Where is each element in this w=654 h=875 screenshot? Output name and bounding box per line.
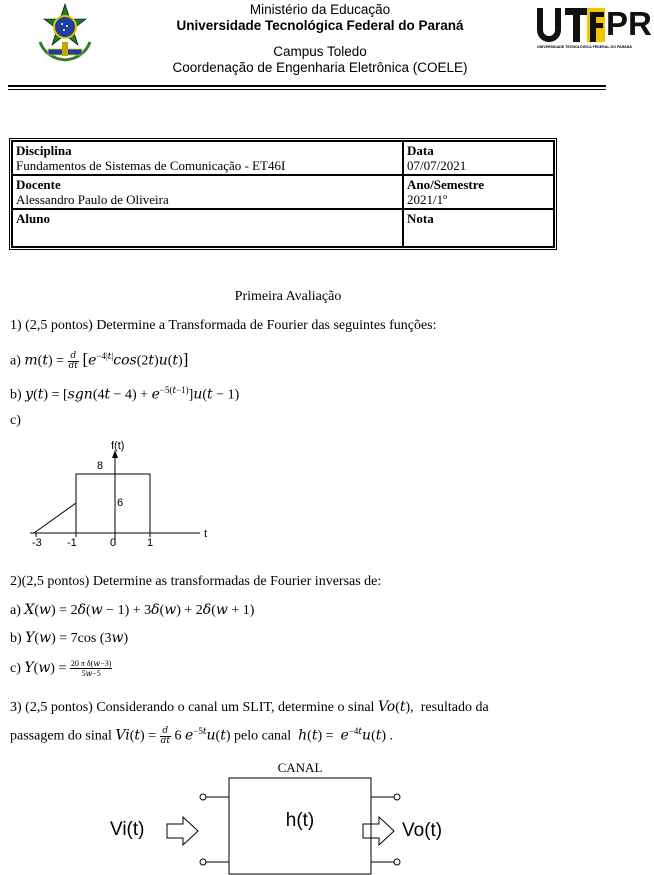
exam-title: Primeira Avaliação xyxy=(234,289,342,304)
q3-statement-line2: passagem do sinal Vi(t) = $\frac{d}{dt}$ 6 $e^{-5t}u(t)$ pelo canal $h(t) = e^{-4t}u(t)$ . xyxy=(10,725,394,746)
data-cell xyxy=(403,141,554,175)
x-tick-label: -3 xyxy=(32,537,42,549)
q2a-label: a) xyxy=(10,603,21,618)
q2c-label: c) xyxy=(10,661,21,676)
q3-text-line1: 3) (2,5 pontos) Considerando o canal um SLIT, determine o sinal xyxy=(10,700,375,715)
channel-block-diagram xyxy=(110,760,460,875)
disciplina-value: Fundamentos de Sistemas de Comunicação - ET46I xyxy=(16,158,286,173)
input-signal-label: Vi(t) xyxy=(110,819,145,840)
docente-label: Docente xyxy=(16,177,61,192)
plot-top-value: 8 xyxy=(97,460,104,472)
q3-text-line1-end: resultado da xyxy=(420,700,489,715)
x-tick-label: -1 xyxy=(67,537,77,549)
ano-semestre-cell xyxy=(403,175,554,209)
q2a-equation: a) X(w) = 2δ(w − 1) + 3δ(w) + 2δ(w + 1) xyxy=(10,602,255,618)
utfpr-logo-subtitle: UNIVERSIDADE TECNOLÓGICA FEDERAL DO PARANÁ xyxy=(537,45,632,49)
q2b-label: b) xyxy=(10,631,22,646)
q3-statement-line1: 3) (2,5 pontos) Considerando o canal um SLIT, determine o sinal Vo(t), resultado da xyxy=(10,699,489,715)
channel-h-label: h(t) xyxy=(285,810,315,831)
brazil-coat-of-arms-logo xyxy=(36,2,94,64)
q3-text-line2-mid: pelo canal xyxy=(234,728,292,744)
ministry-name: Ministério da Educação xyxy=(249,2,391,17)
q1b-label: b) xyxy=(10,387,22,403)
data-value: 07/07/2021 xyxy=(407,158,467,173)
university-name: Universidade Tecnológica Federal do Paraná xyxy=(176,18,464,33)
plot-mid-value: 6 xyxy=(117,497,124,509)
q2b-equation: b) Y(w) = 7cos (3w) xyxy=(10,630,129,646)
q1a-equation: a) m(t) = $\frac{d}{dt}$ $[e^{-4|t|}\cos(2t)u(t)]$ xyxy=(10,349,189,371)
q1-statement: 1) (2,5 pontos) Determine a Transformada de Fourier das seguintes funções: xyxy=(10,318,437,333)
aluno-cell[interactable] xyxy=(12,209,403,247)
coordination-name: Coordenação de Engenharia Eletrônica (COELE) xyxy=(172,60,468,75)
output-signal-label: Vo(t) xyxy=(402,820,443,841)
ano-semestre-label: Ano/Semestre xyxy=(407,177,485,192)
nota-cell[interactable] xyxy=(403,209,554,247)
q3-text-line2-start: passagem do sinal xyxy=(10,728,112,744)
q1b-equation: b) $y(t) = [sgn(4t - 4) + e^{-5(t-1)}]u(t - 1)$ xyxy=(10,385,240,403)
x-tick-label: 1 xyxy=(147,537,154,549)
header-divider xyxy=(8,85,606,87)
q2-statement: 2)(2,5 pontos) Determine as transformadas de Fourier inversas de: xyxy=(10,574,382,589)
aluno-label: Aluno xyxy=(16,211,50,226)
data-label: Data xyxy=(407,143,434,158)
campus-name: Campus Toledo xyxy=(273,44,367,59)
q1a-label: a) xyxy=(10,353,21,369)
q1c-label: c) xyxy=(10,413,21,428)
plot-y-axis-label: f(t) xyxy=(111,440,125,452)
channel-label: CANAL xyxy=(277,760,323,775)
q1c-signal-plot xyxy=(20,440,220,550)
docente-value: Alessandro Paulo de Oliveira xyxy=(16,192,169,207)
docente-cell xyxy=(12,175,403,209)
plot-x-axis-label: t xyxy=(204,528,208,540)
q2c-equation: c) Y(w) = $\frac{\text{20 π δ(w−3)}}{5w-5}$ xyxy=(10,659,112,679)
utfpr-logo: PR UNIVERSIDADE TECNOLÓGICA FEDERAL DO PARANÁ xyxy=(537,5,652,49)
exam-info-table xyxy=(9,138,557,250)
disciplina-label: Disciplina xyxy=(16,143,72,158)
disciplina-cell xyxy=(12,141,403,175)
x-tick-label: 0 xyxy=(110,537,117,549)
ano-semestre-value: 2021/1º xyxy=(407,192,448,207)
nota-label: Nota xyxy=(407,211,434,226)
